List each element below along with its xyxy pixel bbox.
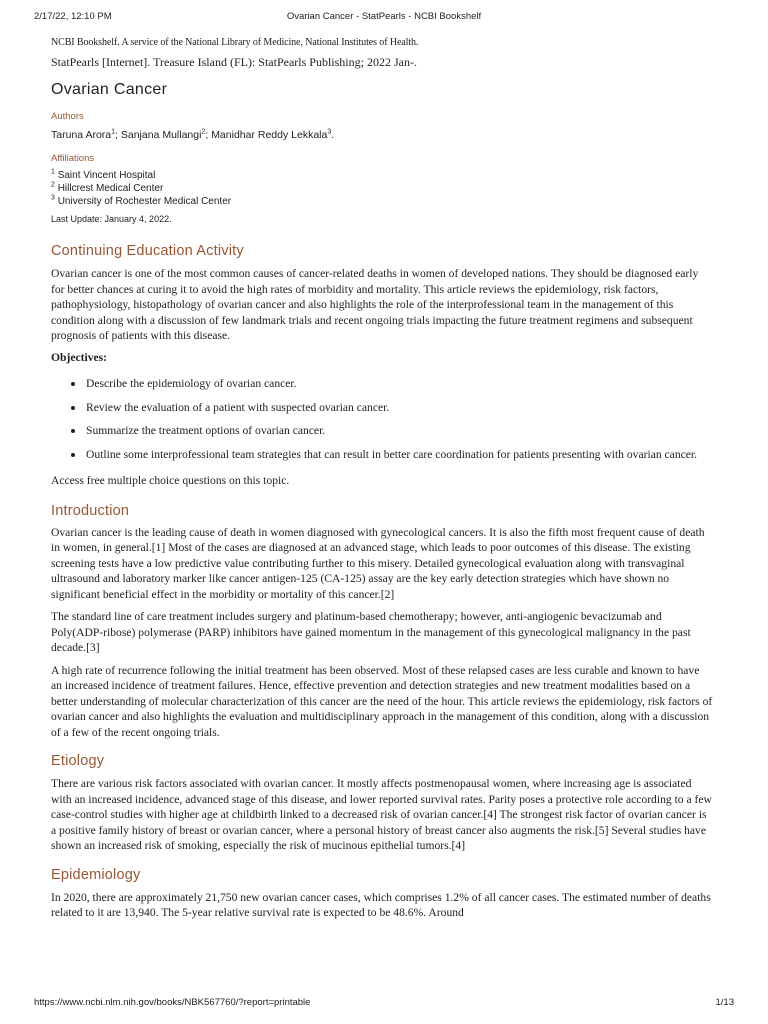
print-footer (34, 997, 734, 1011)
objective-item: Summarize the treatment options of ovarian cancer. (86, 423, 713, 439)
print-header (34, 11, 734, 25)
heading-continuing-education: Continuing Education Activity (51, 243, 244, 259)
author-name[interactable]: Sanjana Mullangi (120, 129, 202, 141)
heading-etiology: Etiology (51, 753, 105, 769)
authors-label: Authors (51, 111, 84, 122)
affiliations-label: Affiliations (51, 153, 95, 164)
print-datetime: 2/17/22, 12:10 PM (34, 11, 112, 22)
objective-item: Review the evaluation of a patient with suspected ovarian cancer. (86, 400, 713, 416)
author-name[interactable]: Taruna Arora (51, 129, 112, 141)
print-url: https://www.ncbi.nlm.nih.gov/books/NBK567760/?report=printable (34, 997, 311, 1008)
affiliation-item (51, 169, 713, 182)
epidemiology-paragraph: In 2020, there are approximately 21,750 new ovarian cancer cases, which comprises 1.2% of all cancer cases. The estimated number of deaths related to it are 13,940. The 5-year relative survival rate is expected to be 48.6%. Around (51, 890, 711, 919)
author-separator: ; (115, 129, 121, 141)
intro-paragraph-2: The standard line of care treatment includes surgery and platinum-based chemotherapy; however, anti-angiogenic bevacizumab and Poly(ADP-ribose) polymerase (PARP) inhibitors have gained momentum in the management of this gynecological malignancy in the past decade.[3] (51, 610, 691, 654)
etiology-paragraph: There are various risk factors associated with ovarian cancer. It mostly affects postmenopausal women, where increasing age is associated with an increased incidence, advanced stage of this disease, and lower reported survival rates. Parity poses a protective role according to a few case-control studies with higher age at childbirth linked to a decreased risk of ovarian cancer.[4] The strongest risk factor of ovarian cancer is a positive family history of breast or ovarian cancer, where a personal history of breast cancer also augments the risk.[5] Several studies have shown an increased risk of smoking, especially the risk of mucinous epithelial tumors.[4] (51, 777, 712, 852)
author-name[interactable]: Manidhar Reddy Lekkala (211, 129, 328, 141)
intro-paragraph-3: A high rate of recurrence following the initial treatment has been observed. Most of these relapsed cases are less curable and known to have an increased incidence of treatment failures. Hence, effective prevention and detection strategies and new treatment modalities based on a better understanding of molecular characterization of this cancer are the need of the hour. This article reviews the epidemiology, risk factors of ovarian cancer and also highlights the evaluation and multidisciplinary approach in the management of this condition, along with a discussion of a few of the recent ongoing trials. (51, 663, 713, 739)
print-page-title: Ovarian Cancer - StatPearls - NCBI Bookshelf (286, 11, 482, 22)
author-list (51, 128, 713, 142)
intro-paragraph-1: Ovarian cancer is the leading cause of death in women diagnosed with gynecological cancers. It is also the fifth most frequent cause of death in women, in general.[1] Most of the cases are diagnosed at an advanced stage, which leads to poor outcomes of this disease. The existing screening tests have a low predictive value contributing further to this misery. Detailed gynecological evaluation along with transvaginal ultrasound and laboratory marker like cancer antigen-125 (CA-125) assay are the key early detection strategies which have shown no significant beneficial effect in the morbidity or mortality of this cancer.[2] (51, 525, 705, 601)
affiliation-name: University of Rochester Medical Center (57, 196, 232, 207)
citation: StatPearls [Internet]. Treasure Island (FL): StatPearls Publishing; 2022 Jan-. (51, 55, 417, 69)
ce-paragraph: Ovarian cancer is one of the most common causes of cancer-related deaths in women of developed nations. They should be diagnosed early for better chances at curing it to avoid the high rates of morbidity and mortality. This article reviews the epidemiology, risk factors, pathophysiology, histopathology of ovarian cancer and also highlights the role of the interprofessional team in the management of this condition along with a discussion of few landmark trials and recent ongoing trials impacting the future treatment regimens and subsequent prognosis of patients with this disease. (51, 267, 699, 342)
access-mcq-link[interactable]: Access free multiple choice questions on this topic. (51, 474, 290, 487)
objectives-list (51, 376, 713, 462)
affiliation-item (51, 182, 713, 195)
objective-item: Outline some interprofessional team strategies that can result in better care coordination for patients presenting with ovarian cancer. (86, 447, 713, 463)
affiliation-list (51, 169, 713, 208)
affiliation-item (51, 195, 713, 208)
affiliation-number: 2 (51, 181, 55, 189)
heading-introduction: Introduction (51, 502, 130, 519)
document-body (51, 36, 713, 921)
ncbi-service-line: NCBI Bookshelf. A service of the National Library of Medicine, National Institutes of Health. (51, 37, 419, 48)
author-separator: . (331, 129, 335, 141)
heading-epidemiology: Epidemiology (51, 866, 141, 883)
affiliation-number: 1 (51, 168, 55, 176)
author-affil-number[interactable]: 2 (201, 128, 206, 136)
page-title: Ovarian Cancer (51, 81, 168, 98)
objective-item: Describe the epidemiology of ovarian cancer. (86, 376, 713, 392)
affiliation-number: 3 (51, 194, 55, 202)
author-separator: ; (205, 129, 212, 141)
affiliation-name: Hillcrest Medical Center (57, 183, 164, 194)
print-page-number: 1/13 (715, 997, 734, 1008)
last-update: Last Update: January 4, 2022. (51, 214, 172, 224)
author-affil-number[interactable]: 3 (327, 128, 332, 136)
affiliation-name: Saint Vincent Hospital (57, 170, 156, 181)
author-affil-number[interactable]: 1 (111, 128, 116, 136)
objectives-label: Objectives: (51, 350, 108, 364)
